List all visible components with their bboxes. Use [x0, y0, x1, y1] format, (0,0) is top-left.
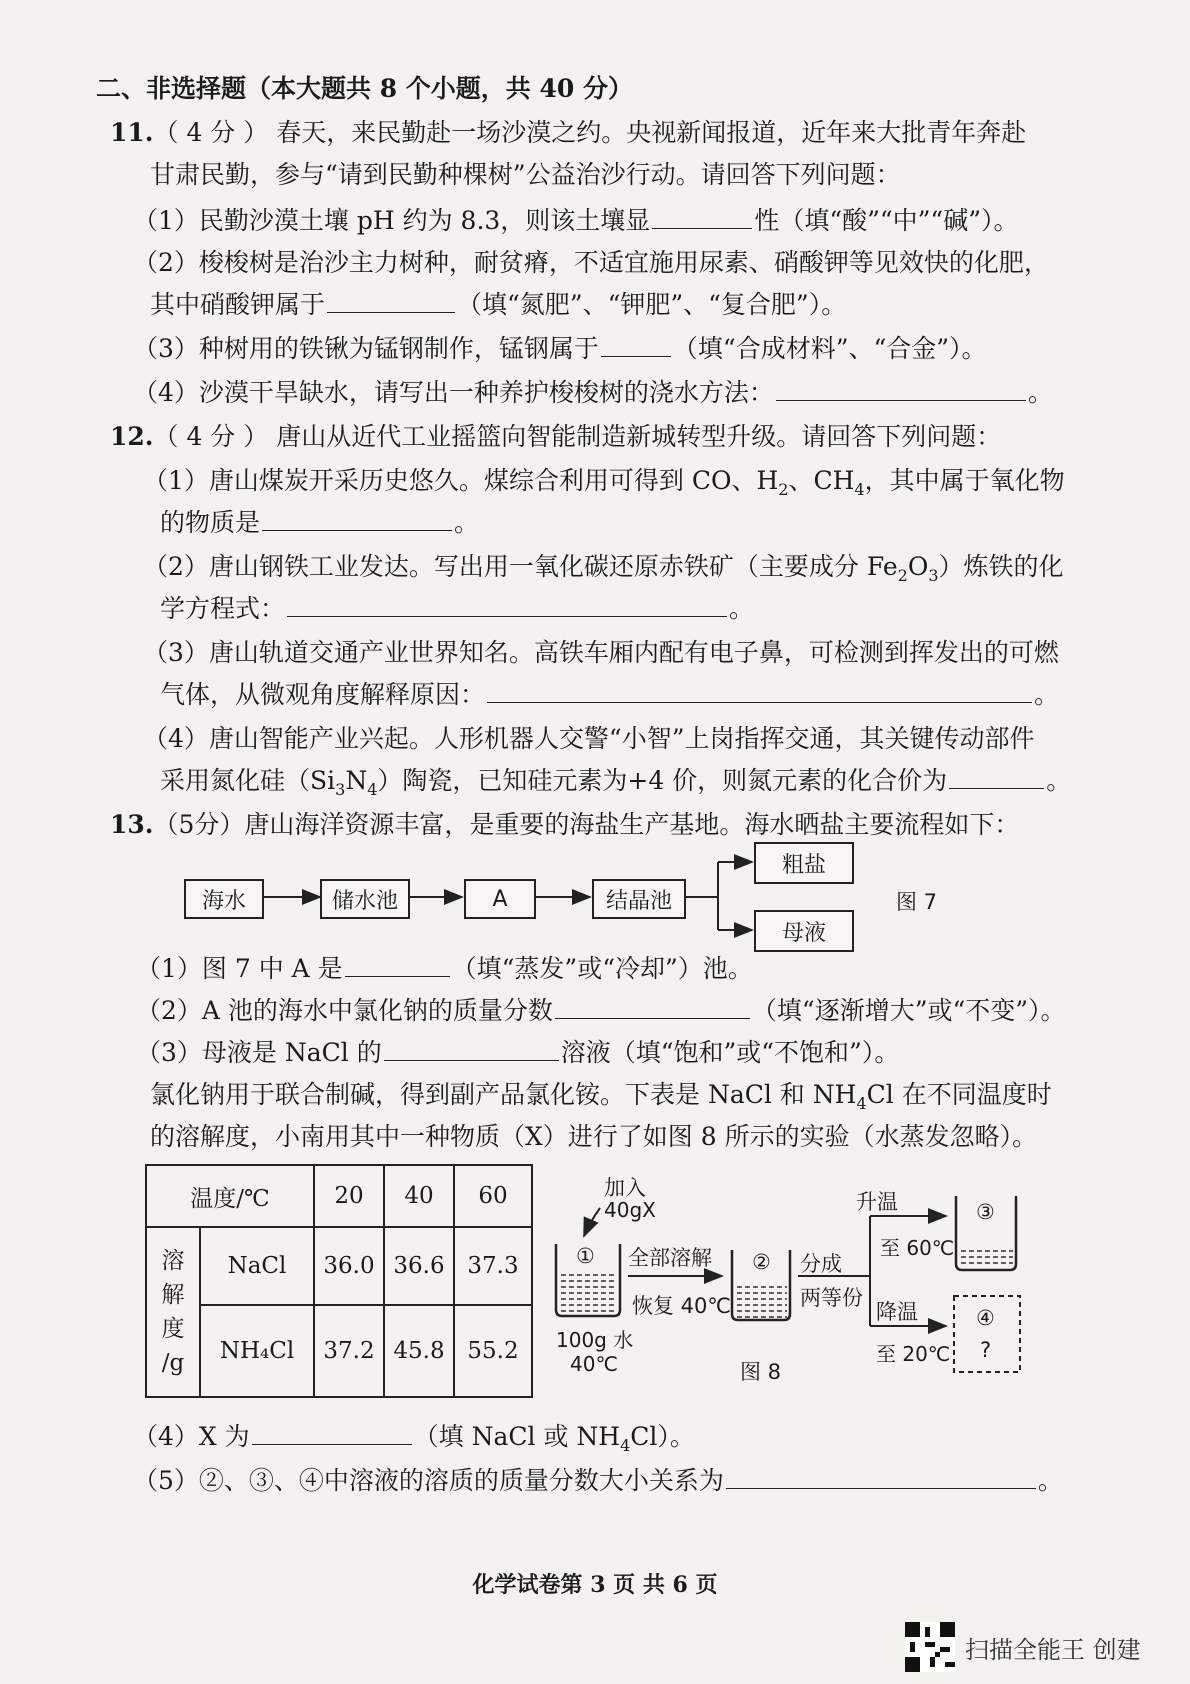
q12-p1-label: 的物质是 [160, 508, 261, 537]
q12-p1-text2: 、CH [788, 466, 855, 495]
flow-seawater: 海水 [184, 879, 264, 919]
fig8-add: 加入 [604, 1176, 646, 1200]
fig8-cool: 降温 [876, 1300, 918, 1324]
q12-p2-sub1: 2 [897, 566, 908, 585]
flow-mother-liquor: 母液 [754, 910, 854, 952]
q13-p3-hint: 溶液（填“饱和”或“不饱和”）。 [560, 1038, 900, 1067]
beaker-4-unknown: ? [980, 1338, 992, 1362]
q13-number: 13. [110, 810, 154, 839]
q11-p3-hint: （填“合成材料”、“合金”）。 [672, 334, 987, 363]
q12-p2-period: 。 [729, 594, 755, 623]
q13-p5-blank[interactable] [726, 1466, 1036, 1489]
fig8-split: 分成 [800, 1252, 842, 1276]
q13-stem: （5分）唐山海洋资源丰富，是重要的海盐生产基地。海水晒盐主要流程如下： [153, 810, 1020, 839]
q13-p1-text: （1）图 7 中 A 是 [136, 954, 343, 983]
q12-p1-text: （1）唐山煤炭开采历史悠久。煤综合利用可得到 CO、H [143, 466, 779, 495]
table-header-temp: 温度/℃ [146, 1165, 314, 1227]
q12-number: 12. [110, 422, 154, 451]
q13-p5-end: 。 [1037, 1466, 1063, 1495]
table-cell: 36.0 [314, 1227, 384, 1305]
q12-stem: （ 4 分 ） 唐山从近代工业摇篮向智能制造新城转型升级。请回答下列问题： [153, 422, 1002, 451]
table-temp-40: 40 [384, 1165, 454, 1227]
qr-code-icon [905, 1622, 955, 1672]
q13-p2-hint: （填“逐渐增大”或“不变”）。 [751, 996, 1066, 1025]
q13-part5 [133, 1464, 1063, 1498]
fig8-heat-temp: 至 60℃ [880, 1236, 955, 1260]
side-char-4: /g [161, 1350, 185, 1376]
fig8-add-amount: 40gX [604, 1198, 656, 1222]
table-cell: 55.2 [454, 1305, 532, 1397]
q11-p1-hint: 性（填“酸”“中”“碱”）。 [754, 206, 1019, 235]
q13-p3-text: （3）母液是 NaCl 的 [136, 1038, 382, 1067]
beaker-2-label: ② [752, 1250, 771, 1274]
q11-p1-text: （1）民勤沙漠土壤 pH 约为 8.3，则该土壤显 [133, 206, 651, 235]
fig8-heat: 升温 [856, 1190, 898, 1214]
q11-p2-hint: （填“氮肥”、“钾肥”、“复合肥”）。 [457, 290, 847, 319]
q11-stem: （ 4 分 ） 春天，来民勤赴一场沙漠之约。央视新闻报道，近年来大批青年奔赴 [153, 118, 1027, 147]
q12-p1-text3: ，其中属于氧化物 [864, 466, 1065, 495]
table-cell: 45.8 [384, 1305, 454, 1397]
q12-part3: （3）唐山轨道交通产业世界知名。高铁车厢内配有电子鼻，可检测到挥发出的可燃 [143, 638, 1059, 667]
q11-number: 11. [110, 118, 154, 147]
q11-part2: （2）梭梭树是治沙主力树种，耐贫瘠，不适宜施用尿素、硝酸钾等见效快的化肥， [133, 248, 1049, 277]
fig7-label: 图 7 [896, 890, 938, 914]
table-cell: 37.2 [314, 1305, 384, 1397]
q13-intro1-end: Cl 在不同温度时 [866, 1080, 1052, 1109]
q12-p4-sub1: 3 [335, 780, 346, 799]
q12-p2-end: ）炼铁的化 [938, 552, 1064, 581]
beaker-3-label: ③ [976, 1200, 995, 1224]
q13-p4-blank[interactable] [252, 1422, 412, 1445]
q13-intro1-text: 氯化钠用于联合制碱，得到副产品氯化铵。下表是 NaCl 和 NH [150, 1080, 857, 1109]
q12-p2-sub2: 3 [928, 566, 939, 585]
flow-crude-salt: 粗盐 [754, 842, 854, 884]
flow-pool-a: A [464, 879, 536, 919]
side-char-2: 解 [161, 1282, 185, 1308]
q12-p4-mid: N [345, 766, 368, 795]
side-char-3: 度 [161, 1316, 185, 1342]
q13-p1-hint: （填“蒸发”或“冷却”）池。 [451, 954, 753, 983]
fig8-split-2: 两等份 [800, 1286, 863, 1310]
q11-p4-text: （4）沙漠干旱缺水，请写出一种养护梭梭树的浇水方法： [133, 378, 774, 407]
section-title: 二、非选择题（本大题共 8 个小题，共 40 分） [96, 74, 634, 103]
table-temp-20: 20 [314, 1165, 384, 1227]
q11-p4-end: 。 [1027, 378, 1053, 407]
q12-p3-end: 。 [1034, 680, 1060, 709]
q12-p4-end-text: ）陶瓷，已知硅元素为+4 价，则氮元素的化合价为 [377, 766, 948, 795]
q13-p4-sub: 4 [620, 1436, 631, 1455]
q13-intro1-sub: 4 [856, 1094, 867, 1113]
q11-p3-text: （3）种树用的铁锹为锰钢制作，锰钢属于 [133, 334, 599, 363]
flow-reservoir: 储水池 [320, 879, 410, 919]
table-cell: 37.3 [454, 1227, 532, 1305]
q12-p1-end: 。 [454, 508, 480, 537]
table-row-name: NH₄Cl [200, 1305, 314, 1397]
q13-p4-text: （4）X 为 [133, 1422, 250, 1451]
q12-part4: （4）唐山智能产业兴起。人形机器人交警“小智”上岗指挥交通，其关键传动部件 [143, 724, 1035, 753]
q11-line2: 甘肃民勤，参与“请到民勤种棵树”公益治沙行动。请回答下列问题： [150, 160, 901, 189]
beaker-4-label: ④ [976, 1306, 995, 1330]
q12-p4-text: 采用氮化硅（Si [160, 766, 336, 795]
q13-p5-text: （5）②、③、④中溶液的溶质的质量分数大小关系为 [133, 1466, 724, 1495]
q12-p3-label: 气体，从微观角度解释原因： [160, 680, 486, 709]
q12-p2-text: （2）唐山钢铁工业发达。写出用一氧化碳还原赤铁矿（主要成分 Fe [143, 552, 898, 581]
q12-p4-period: 。 [1046, 766, 1072, 795]
fig8-label: 图 8 [740, 1360, 782, 1384]
table-row-name: NaCl [200, 1227, 314, 1305]
table-cell: 36.6 [384, 1227, 454, 1305]
q12-p1-sub1: 2 [778, 480, 789, 499]
page-footer: 化学试卷第 3 页 共 6 页 [472, 1572, 718, 1598]
q11-p2-text: 其中硝酸钾属于 [150, 290, 326, 319]
q13-part4 [133, 1420, 695, 1463]
q12-p1-sub2: 4 [854, 480, 865, 499]
q12-p4-sub2: 4 [367, 780, 378, 799]
scanner-watermark [905, 1622, 1141, 1672]
q13-p4-hint: （填 NaCl 或 NH [413, 1422, 621, 1451]
q13-p2-text: （2）A 池的海水中氯化钠的质量分数 [136, 996, 553, 1025]
q13-p4-hint-end: Cl）。 [630, 1422, 695, 1451]
watermark-text: 扫描全能王 创建 [965, 1635, 1141, 1664]
q13-intro2: 的溶解度，小南用其中一种物质（X）进行了如图 8 所示的实验（水蒸发忽略）。 [150, 1122, 1038, 1151]
side-char-1: 溶 [161, 1248, 185, 1274]
flow-crystal-pool: 结晶池 [592, 879, 686, 919]
q12-p2-label: 学方程式： [160, 594, 286, 623]
fig8-restore: 恢复 40℃ [632, 1294, 731, 1318]
beaker-1-label: ① [576, 1244, 595, 1268]
q12-p2-mid: O [907, 552, 929, 581]
table-temp-60: 60 [454, 1165, 532, 1227]
fig8-cool-temp: 至 20℃ [876, 1342, 951, 1366]
fig8-dissolve: 全部溶解 [628, 1246, 712, 1270]
fig8-water-temp: 40℃ [570, 1352, 618, 1376]
fig8-water-mass: 100g 水 [556, 1328, 634, 1352]
